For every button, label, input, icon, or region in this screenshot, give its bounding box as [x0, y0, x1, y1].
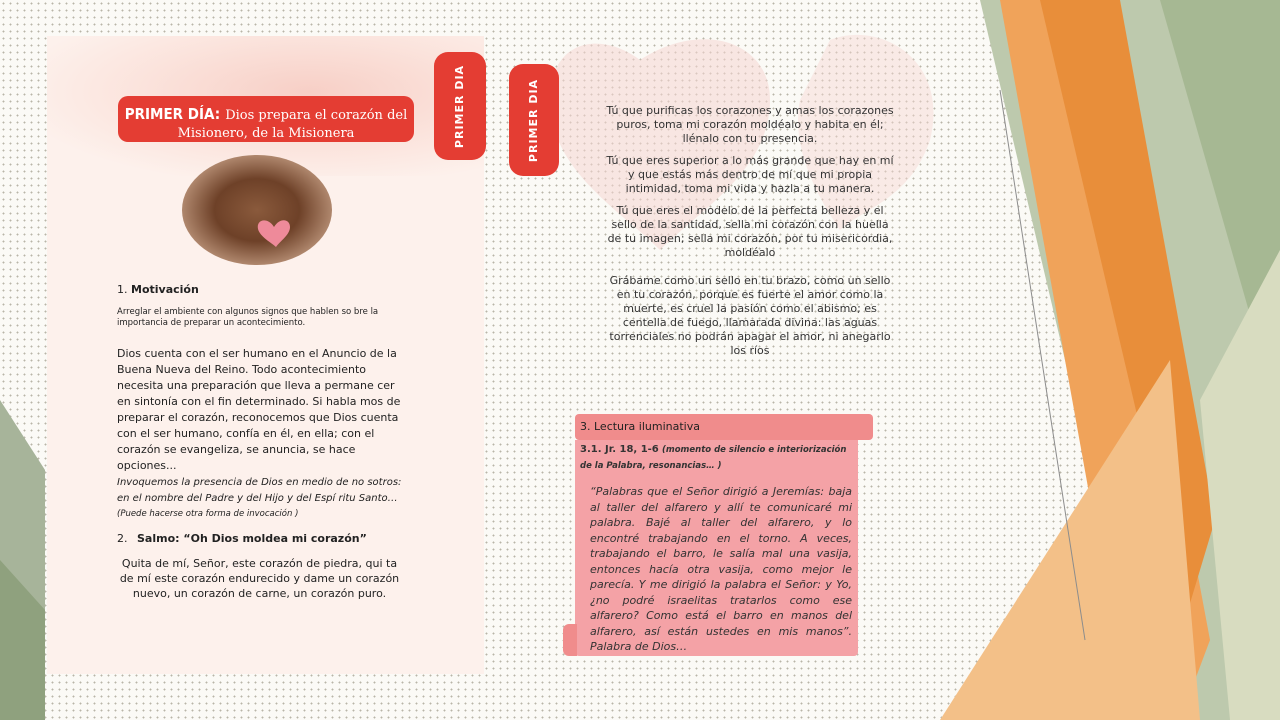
salmo-heading-row — [117, 532, 417, 546]
lectura-reference: 3.1. Jr. 18, 1-6 — [580, 444, 659, 455]
heart-clay-icon — [182, 155, 332, 265]
primer-dia-tab-right — [509, 64, 559, 176]
prayer-paragraph-2: Tú que eres superior a lo más grande que hay en mí y que estás más dentro de mí que mi propia intimidad, toma mi vida y hazla a tu manera. — [606, 154, 894, 195]
scroll-curl — [563, 624, 577, 656]
motivacion-heading: Motivación — [131, 283, 199, 296]
motivacion-text: Dios cuenta con el ser humano en el Anuncio de la Buena Nueva del Reino. Todo acontecimiento necesita una preparación que lleva a permane cer en sintonía con el fin determinado. Si habla mos de preparar el corazón, reconocemos que Dios cuenta con el ser humano, confía en él, en ella; con el corazón se evangeliza, se anuncia, se hace opciones... — [117, 347, 401, 472]
invocation-block — [117, 475, 417, 523]
motivacion-number: 1. — [117, 283, 128, 296]
motivacion-note: Arreglar el ambiente con algunos signos que hablen so bre la importancia de preparar un acontecimiento. — [117, 307, 379, 328]
salmo-heading: Salmo: “Oh Dios moldea mi corazón” — [137, 532, 367, 545]
invocation-text: Invoquemos la presencia de Dios en medio de no sotros: en el nombre del Padre y del Hijo y del Espí ritu Santo… — [117, 477, 402, 504]
prayer-paragraph-1: Tú que purificas los corazones y amas los corazones puros, toma mi corazón moldéalo y habita en él; llénalo con tu presencia. — [606, 104, 894, 145]
potter-hands-image — [182, 155, 332, 265]
banner-title: PRIMER DÍA: — [124, 105, 221, 123]
lectura-reference-block — [580, 442, 854, 474]
day-title-banner — [118, 96, 414, 142]
prayer-paragraph-4: Grábame como un sello en tu brazo, como un sello en tu corazón, porque es fuerte el amor como la muerte, es cruel la pasión como el abismo; es centella de fuego, llamarada divina: las aguas torrenciales no podrán apagar el amor, ni anegarlo los ríos — [609, 274, 891, 357]
motivacion-heading-row — [117, 283, 407, 297]
invocation-note: (Puede hacerse otra forma de invocación ) — [117, 509, 299, 519]
primer-dia-tab-left — [434, 52, 486, 160]
lectura-heading-scroll — [575, 414, 873, 440]
lectura-text: “Palabras que el Señor dirigió a Jeremías: baja al taller del alfarero y allí te comunicaré mi palabra. Bajé al taller del alfarero, y lo encontré trabajando en el torno. A veces, trabajando el barro, le salía mal una vasija, entonces hacía otra vasija, como mejor le parecía. Y me dirigió la palabra el Señor: y Yo, ¿no podré israelitas tratarlos como ese alfarero? Como está el barro en manos del alfarero, así están ustedes en mis manos”. Palabra de Dios… — [590, 485, 852, 653]
salmo-text: Quita de mí, Señor, este corazón de piedra, qui ta de mí este corazón endurecido y dame un corazón nuevo, un corazón de carne, un corazón puro. — [119, 557, 400, 600]
lectura-scroll — [575, 440, 858, 656]
salmo-number: 2. — [117, 532, 128, 545]
tab-label: PRIMER DIA — [453, 64, 467, 148]
prayer-paragraph-3: Tú que eres el modelo de la perfecta belleza y el sello de la santidad, sella mi corazón con la huella de tu imagen; sella mi corazón, por tu misericordia, moldéalo — [607, 204, 893, 259]
tab-label-right: PRIMER DIA — [527, 78, 541, 162]
lectura-reference-note: (momento de silencio e interiorización de la Palabra, resonancias… ) — [580, 445, 847, 471]
lectura-heading: 3. Lectura iluminativa — [580, 420, 700, 433]
banner-subtitle: Dios prepara el corazón del Misionero, de la Misionera — [177, 108, 408, 141]
